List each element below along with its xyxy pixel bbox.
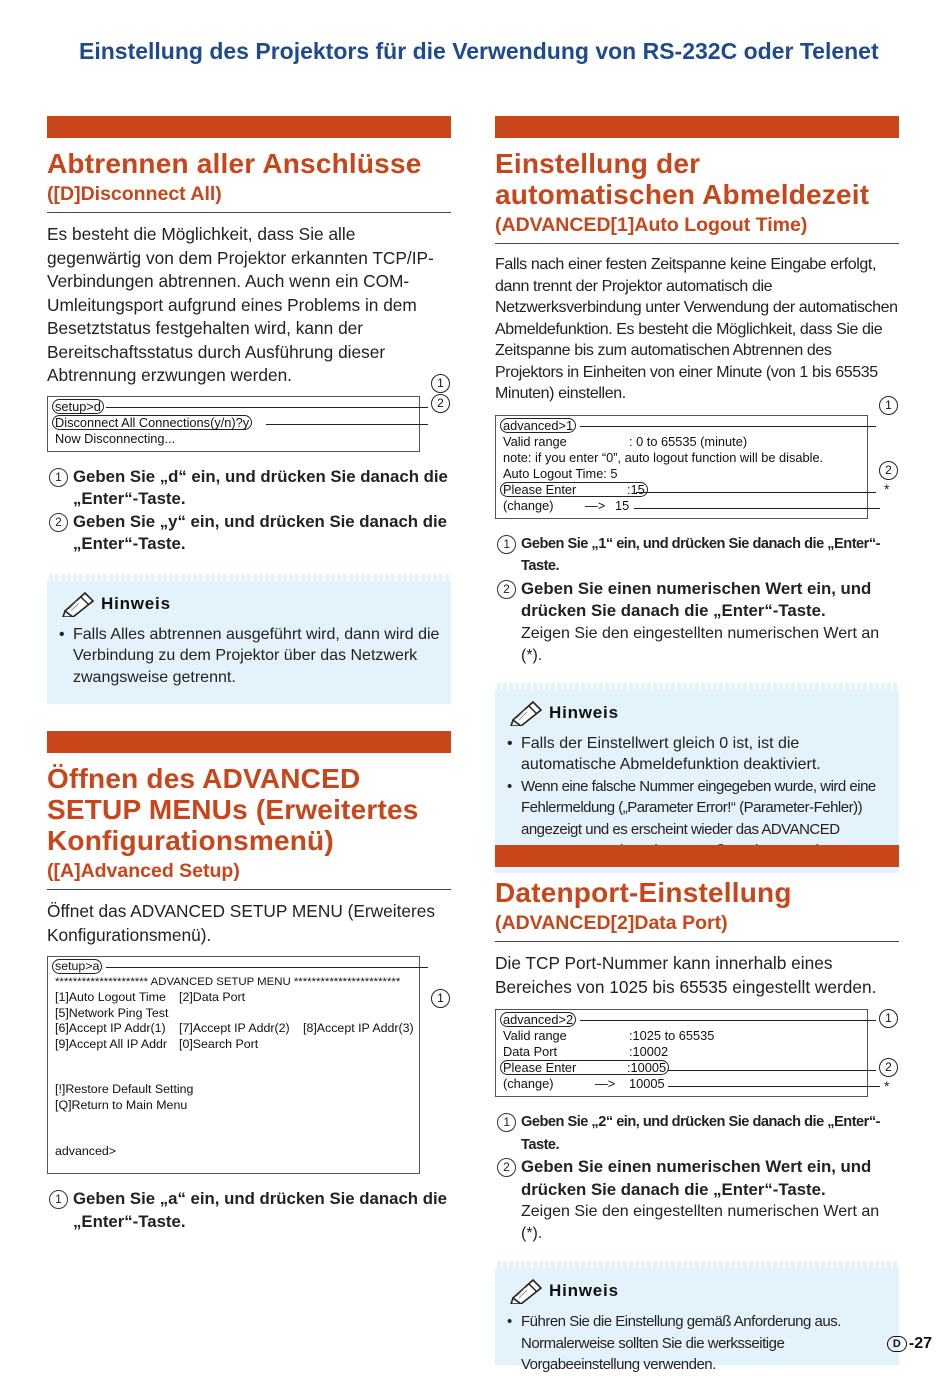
- field-value: :1025 to 65535: [629, 1028, 715, 1043]
- callout-number: 2: [879, 461, 898, 480]
- step-item: [495, 1111, 899, 1156]
- step-number: 1: [49, 468, 68, 487]
- section-body: Falls nach einer festen Zeitspanne keine Eingabe erfolgt, dann trennt der Projektor automatisch die Netzwerksverbindung unter Verwendung der automatischen Abmeldefunktion. Es besteht die Möglichkeit, dass Sie die Zeitspanne bis zum automatischen Abtrennen des Projektors in Einheiten von einer Minute (von 1 bis 65535 Minuten) einstellen.: [495, 256, 898, 402]
- section-title: Öffnen des ADVANCED SETUP MENUs (Erweitertes Konfigurationsmenü): [47, 763, 419, 856]
- menu-item: [1]Auto Logout Time: [55, 990, 166, 1004]
- asterisk-marker: *: [884, 1078, 890, 1094]
- section-subtitle: (ADVANCED[2]Data Port): [495, 910, 899, 942]
- section-bar: [47, 116, 451, 138]
- callout-number: 1: [431, 989, 450, 1008]
- field-value: 15: [615, 497, 630, 513]
- section-subtitle: (ADVANCED[1]Auto Logout Time): [495, 212, 899, 244]
- terminal-banner: ********************* ADVANCED SETUP MENU ************************: [55, 975, 401, 988]
- section-body: Die TCP Port-Nummer kann innerhalb eines Bereiches von 1025 bis 65535 eingestellt werden.: [495, 953, 877, 997]
- field-label: Valid range: [503, 433, 567, 449]
- section-bar: [495, 116, 899, 138]
- section-title: Datenport-Einstellung: [495, 877, 792, 908]
- hint-item: • Falls Alles abtrennen ausgeführt wird, dann wird die Verbindung zu dem Projektor über das Netzwerk zwangsweise getrennt.: [57, 624, 441, 689]
- step-number: 1: [497, 1113, 516, 1132]
- step-number: 2: [497, 580, 516, 599]
- callout-leader: [106, 967, 428, 968]
- section-bar: [47, 731, 451, 753]
- hint-title: Hinweis: [549, 1281, 619, 1300]
- section-subtitle: ([D]Disconnect All): [47, 181, 451, 213]
- callout-leader: [580, 1020, 876, 1021]
- field-label: Data Port: [503, 1044, 558, 1059]
- step-text: Geben Sie „2“ ein, und drücken Sie danach die „Enter“-Taste.: [521, 1114, 881, 1153]
- step-item: [495, 1156, 899, 1201]
- terminal-command: setup>a: [52, 959, 102, 974]
- pencil-icon: [509, 700, 545, 726]
- callout-number: 2: [431, 394, 450, 413]
- callout-leader: [668, 1070, 876, 1071]
- section-disconnect: [47, 116, 451, 704]
- page-number: [887, 1335, 932, 1353]
- field-value: :10002: [629, 1044, 669, 1059]
- hint-item: • Führen Sie die Einstellung gemäß Anforderung aus. Normalerweise sollten Sie die werksseitige Vorgabeeinstellung verwenden.: [505, 1311, 889, 1376]
- step-text: Geben Sie einen numerischen Wert ein, und drücken Sie danach die „Enter“-Taste.: [521, 1157, 872, 1199]
- callout-leader: [634, 508, 880, 509]
- field-label: (change): [503, 1076, 554, 1091]
- menu-item: [8]Accept IP Addr(3): [303, 1021, 414, 1035]
- section-title: Abtrennen aller Anschlüsse: [47, 148, 422, 179]
- step-number: 1: [497, 535, 516, 554]
- field-value: :10005: [627, 1060, 667, 1075]
- step-item: [495, 578, 899, 623]
- terminal-box: [495, 415, 868, 519]
- step-item: [495, 533, 899, 578]
- callout-leader: [106, 407, 428, 408]
- section-body: Es besteht die Möglichkeit, dass Sie alle gegenwärtig von dem Projektor erkannten TCP/IP-Verbindungen abtrennen. Auch wenn ein COM-Umleitungsport aufgrund eines Problems in dem Besetztstatus festgehalten wird, kann der Bereitschaftsstatus durch Ausführung dieser Abtrennung erzwungen werden.: [47, 224, 434, 385]
- callout-number: 2: [879, 1058, 898, 1077]
- menu-item: [0]Search Port: [179, 1036, 259, 1051]
- step-item: [47, 1188, 451, 1233]
- field-label: Please Enter: [503, 481, 577, 497]
- hint-title: Hinweis: [101, 593, 171, 613]
- callout-leader: [266, 424, 428, 425]
- callout-number: 1: [879, 1009, 898, 1028]
- callout-leader: [668, 1086, 880, 1087]
- menu-item: [5]Network Ping Test: [55, 1005, 169, 1020]
- field-label: Please Enter: [503, 1060, 577, 1075]
- field-value: 10005: [629, 1076, 665, 1091]
- terminal-prompt: advanced>: [55, 1144, 116, 1158]
- section-subtitle: ([A]Advanced Setup): [47, 858, 451, 890]
- field-value: : 0 to 65535 (minute): [629, 433, 748, 449]
- menu-item: [Q]Return to Main Menu: [55, 1097, 188, 1112]
- hint-item: • Wenn eine falsche Nummer eingegeben wurde, wird eine Fehlermeldung („Parameter Error!“ (Parameter-Fehler)) angezeigt und es erscheint wieder das ADVANCED: [505, 776, 889, 862]
- terminal-line: Now Disconnecting...: [55, 430, 176, 446]
- terminal-line: Auto Logout Time: 5: [503, 465, 618, 481]
- page-header-title: Einstellung des Projektors für die Verwendung von RS-232C oder Telenet: [79, 38, 879, 64]
- step-text: Geben Sie einen numerischen Wert ein, und drücken Sie danach die „Enter“-Taste.: [521, 578, 872, 620]
- field-label: Valid range: [503, 1028, 567, 1043]
- hint-box: [47, 574, 451, 704]
- step-note: Zeigen Sie den eingestellten numerischen Wert an (*).: [521, 624, 880, 664]
- step-text: Geben Sie „1“ ein, und drücken Sie danach die „Enter“-Taste.: [521, 535, 881, 574]
- step-text: Geben Sie „a“ ein, und drücken Sie danach die „Enter“-Taste.: [73, 1189, 447, 1231]
- pencil-icon: [61, 591, 97, 617]
- step-number: 2: [497, 1158, 516, 1177]
- field-value: :15: [627, 481, 645, 497]
- field-label: (change): [503, 497, 554, 513]
- terminal-line: Disconnect All Connections(y/n)?y: [52, 415, 252, 430]
- terminal-note: note: if you enter “0”, auto logout function will be disable.: [503, 449, 824, 465]
- step-number: 2: [49, 513, 68, 532]
- terminal-command: advanced>2: [500, 1012, 576, 1027]
- menu-item: [!]Restore Default Setting: [55, 1082, 194, 1096]
- callout-number: 1: [879, 396, 898, 415]
- menu-item: [7]Accept IP Addr(2): [179, 1021, 290, 1035]
- step-number: 1: [49, 1190, 68, 1209]
- section-body: Öffnet das ADVANCED SETUP MENU (Erweiteres Konfigurationsmenü).: [47, 901, 435, 945]
- callout-leader: [636, 492, 876, 493]
- terminal-box: [47, 396, 420, 452]
- hint-title: Hinweis: [549, 702, 619, 722]
- asterisk-marker: *: [884, 481, 890, 497]
- callout-leader: [580, 426, 876, 427]
- terminal-command: advanced>1: [500, 418, 576, 433]
- terminal-box: [47, 956, 420, 1174]
- menu-item: [9]Accept All IP Addr: [55, 1036, 168, 1051]
- step-item: [47, 466, 451, 511]
- section-advanced: [47, 731, 451, 1233]
- section-title: Einstellung der automatischen Abmeldezeit: [495, 148, 870, 210]
- step-item: [47, 511, 451, 556]
- arrow-icon: —>: [595, 1076, 616, 1091]
- section-dataport: [495, 845, 899, 1373]
- step-text: Geben Sie „d“ ein, und drücken Sie danach die „Enter“-Taste.: [73, 466, 448, 508]
- terminal-box: [495, 1009, 868, 1097]
- terminal-command: setup>d: [52, 399, 104, 414]
- arrow-icon: —>: [585, 497, 606, 513]
- step-note: Zeigen Sie den eingestellten numerischen Wert an (*).: [521, 1203, 880, 1242]
- section-bar: [495, 845, 899, 867]
- hint-box: [495, 1261, 899, 1373]
- language-badge: D: [887, 1336, 907, 1352]
- step-text: Geben Sie „y“ ein, und drücken Sie danach die „Enter“-Taste.: [73, 511, 447, 553]
- pencil-icon: [509, 1278, 545, 1304]
- hint-box: [495, 683, 899, 873]
- callout-number: 1: [431, 374, 450, 393]
- hint-item: • Falls der Einstellwert gleich 0 ist, ist die automatische Abmeldefunktion deaktiviert.: [505, 733, 889, 776]
- section-logout: [495, 116, 899, 873]
- menu-item: [6]Accept IP Addr(1): [55, 1021, 166, 1035]
- menu-item: [2]Data Port: [179, 990, 246, 1004]
- page-number-text: -27: [908, 1335, 932, 1352]
